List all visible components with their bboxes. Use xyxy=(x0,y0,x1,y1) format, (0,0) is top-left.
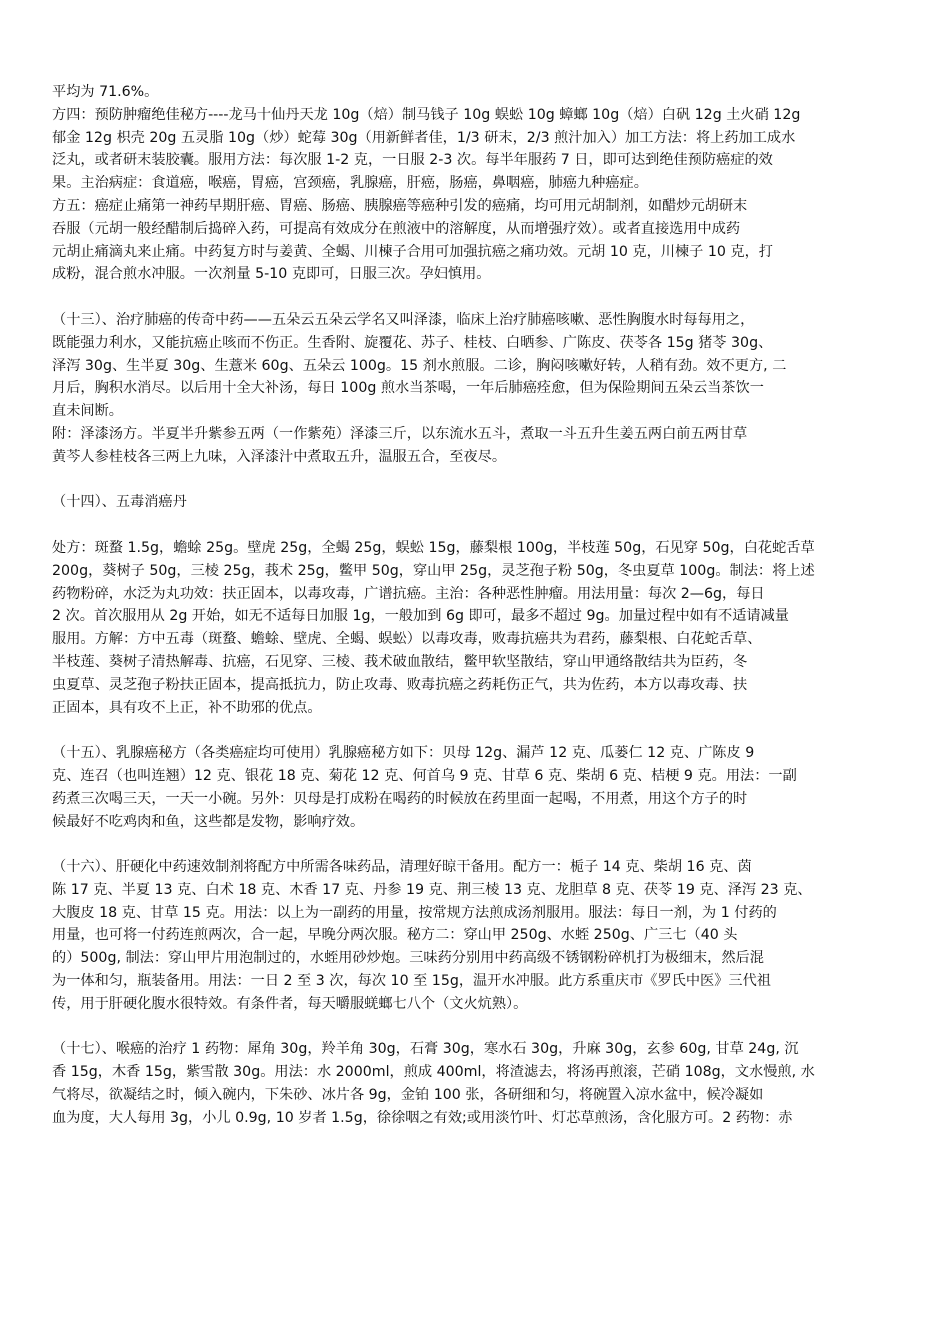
text-line: 为一体和匀，瓶装备用。用法：一日 2 至 3 次，每次 10 至 15g，温开水冲服。此方系重庆市《罗氏中医》三代祖 xyxy=(52,973,771,990)
text-line: 陈 17 克、半夏 13 克、白术 18 克、木香 17 克、丹参 19 克、荆三棱 13 克、龙胆草 8 克、茯苓 19 克、泽泻 23 克、 xyxy=(52,881,812,898)
paragraph-gap xyxy=(52,833,902,856)
text-line: 附：泽漆汤方。半夏半升紫参五两（一作紫苑）泽漆三斤，以东流水五斗，煮取一斗五升生姜五两白前五两甘草 xyxy=(52,425,748,442)
text-line: 吞服（元胡一般经醋制后捣碎入药，可提高有效成分在煎液中的溶解度，从而增强疗效）。或者直接选用中成药 xyxy=(52,220,741,237)
text-line: 香 15g，木香 15g，紫雪散 30g。用法：水 2000ml，煎成 400ml，将渣滤去，将汤再煎滚，芒硝 108g，文水慢煎, 水 xyxy=(52,1064,815,1081)
paragraph-gap xyxy=(52,469,902,492)
text-line: 方五：癌症止痛第一神药早期肝癌、胃癌、肠癌、胰腺癌等癌种引发的癌痛，均可用元胡制剂，如醋炒元胡研末 xyxy=(52,197,748,214)
text-line: 直未间断。 xyxy=(52,403,123,420)
text-line: 既能强力利水，又能抗癌止咳而不伤正。生香附、旋覆花、苏子、桂枝、白晒参、广陈皮、茯苓各 15g 猪苓 30g、 xyxy=(52,334,773,351)
text-line: 血为度，大人每用 3g，小儿 0.9g, 10 岁者 1.5g，徐徐咽之有效;或用淡竹叶、灯芯草煎汤，含化服方可。2 药物：赤 xyxy=(52,1109,793,1126)
text-line: 克、连召（也叫连翘）12 克、银花 18 克、菊花 12 克、何首乌 9 克、甘草 6 克、柴胡 6 克、桔梗 9 克。用法：一副 xyxy=(52,767,797,784)
text-line: 郁金 12g 枳壳 20g 五灵脂 10g（炒）蛇莓 30g（用新鲜者佳，1/3 研末，2/3 煎汁加入）加工方法：将上药加工成水 xyxy=(52,129,796,146)
paragraph-section-17 xyxy=(52,1038,902,1129)
text-line: 月后，胸积水消尽。以后用十全大补汤，每日 100g 煎水当茶喝，一年后肺癌痊愈，但为保险期间五朵云当茶饮一 xyxy=(52,380,764,397)
text-line: （十六）、肝硬化中药速效制剂将配方中所需各味药品，清理好晾干备用。配方一：栀子 14 克、柴胡 16 克、茵 xyxy=(52,859,752,876)
text-line: 药物粉碎，水泛为丸功效：扶正固本，以毒攻毒，广谱抗癌。主治：各种恶性肿瘤。用法用量：每次 2—6g，每日 xyxy=(52,585,765,602)
text-line: 成粉，混合煎水冲服。一次剂量 5-10 克即可，日服三次。孕妇慎用。 xyxy=(52,266,491,283)
paragraph-section-14-prescription xyxy=(52,537,902,719)
document-page xyxy=(52,81,902,1130)
heading-section-14 xyxy=(52,491,902,514)
text-line: （十七）、喉癌的治疗 1 药物：犀角 30g，羚羊角 30g，石膏 30g，寒水石 30g，升麻 30g，玄参 60g, 甘草 24g, 沉 xyxy=(52,1041,799,1058)
text-line: （十五）、乳腺癌秘方（各类癌症均可使用）乳腺癌秘方如下：贝母 12g、漏芦 12 克、瓜蒌仁 12 克、广陈皮 9 xyxy=(52,745,755,762)
text-line: 黄芩人参桂枝各三两上九味，入泽漆汁中煮取五升，温服五合，至夜尽。 xyxy=(52,448,507,465)
text-line: 元胡止痛滴丸来止痛。中药复方时与姜黄、全蝎、川楝子合用可加强抗癌之痛功效。元胡 10 克，川楝子 10 克，打 xyxy=(52,243,773,260)
paragraph-section-16 xyxy=(52,856,902,1016)
text-line: 正固本，具有攻不上正，补不助邪的优点。 xyxy=(52,699,322,716)
text-line: 果。主治病症：食道癌，喉癌，胃癌，宫颈癌，乳腺癌，肝癌，肠癌，鼻咽癌，肺癌九种癌症。 xyxy=(52,175,648,192)
paragraph-section-15 xyxy=(52,742,902,833)
text-line: 虫夏草、灵芝孢子粉扶正固本，提高抵抗力，防止攻毒、败毒抗癌之药耗伤正气，共为佐药，本方以毒攻毒、扶 xyxy=(52,676,748,693)
text-line: 气将尽，欲凝结之时，倾入碗内，下朱砂、冰片各 9g，金铂 100 张，各研细和匀，将碗置入凉水盆中，候冷凝如 xyxy=(52,1087,764,1104)
text-line: 2 次。首次服用从 2g 开始，如无不适每日加服 1g，一般加到 6g 即可，最多不超过 9g。加量过程中如有不适请减量 xyxy=(52,608,789,625)
text-line: 泽泻 30g、生半夏 30g、生薏米 60g、五朵云 100g。15 剂水煎服。二诊，胸闷咳嗽好转，人稍有劲。效不更方, 二 xyxy=(52,357,787,374)
text-line: 方四：预防肿瘤绝佳秘方----龙马十仙丹天龙 10g（焙）制马钱子 10g 蜈蚣 10g 蟑螂 10g（焙）白矾 12g 土火硝 12g xyxy=(52,106,801,123)
text-line: 的）500g, 制法：穿山甲片用泡制过的，水蛭用砂炒炮。三味药分别用中药高级不锈钢粉碎机打为极细末，然后混 xyxy=(52,950,764,967)
paragraph-gap xyxy=(52,286,902,309)
text-line: 传，用于肝硬化腹水很特效。有条件者，每天嚼服蜣螂七八个（文火炕熟）。 xyxy=(52,995,528,1012)
text-line: 半枝莲、葵树子清热解毒、抗癌，石见穿、三棱、莪术破血散结，鳖甲软坚散结，穿山甲通络散结共为臣药，冬 xyxy=(52,653,748,670)
text-line: 用量，也可将一付药连煎两次，合一起，早晚分两次服。秘方二：穿山甲 250g、水蛭 250g、广三七（40 头 xyxy=(52,927,738,944)
text-line: 平均为 71.6%。 xyxy=(52,84,159,100)
paragraph-section-13 xyxy=(52,309,902,469)
paragraph-gap xyxy=(52,514,902,537)
text-line: 服用。方解：方中五毒（斑蝥、蟾蜍、壁虎、全蝎、蜈蚣）以毒攻毒，败毒抗癌共为君药，藤梨根、白花蛇舌草、 xyxy=(52,631,762,648)
text-line: 大腹皮 18 克、甘草 15 克。用法：以上为一副药的用量，按常规方法煎成汤剂服用。服法：每日一剂，为 1 付药的 xyxy=(52,904,777,921)
text-line: （十三）、治疗肺癌的传奇中药——五朵云五朵云学名又叫泽漆，临床上治疗肺癌咳嗽、恶性胸腹水时每每用之， xyxy=(52,311,755,328)
text-line: 200g，葵树子 50g，三棱 25g，莪术 25g，鳖甲 50g，穿山甲 25g，灵芝孢子粉 50g，冬虫夏草 100g。制法：将上述 xyxy=(52,562,815,579)
paragraph-gap xyxy=(52,1016,902,1039)
text-line: 药煮三次喝三天，一天一小碗。另外：贝母是打成粉在喝药的时候放在药里面一起喝，不用煮，用这个方子的时 xyxy=(52,790,748,807)
text-line: 泛丸，或者研末装胶囊。服用方法：每次服 1-2 克，一日服 2-3 次。每半年服药 7 日，即可达到绝佳预防癌症的效 xyxy=(52,152,773,169)
text-line: 处方：斑蝥 1.5g，蟾蜍 25g。壁虎 25g，全蝎 25g，蜈蚣 15g，藤梨根 100g，半枝莲 50g，石见穿 50g，白花蛇舌草 xyxy=(52,539,815,556)
text-line: （十四）、五毒消癌丹 xyxy=(52,494,187,511)
paragraph-fang-si-fang-wu xyxy=(52,81,902,286)
text-line: 候最好不吃鸡肉和鱼，这些都是发物，影响疗效。 xyxy=(52,813,365,830)
paragraph-gap xyxy=(52,719,902,742)
